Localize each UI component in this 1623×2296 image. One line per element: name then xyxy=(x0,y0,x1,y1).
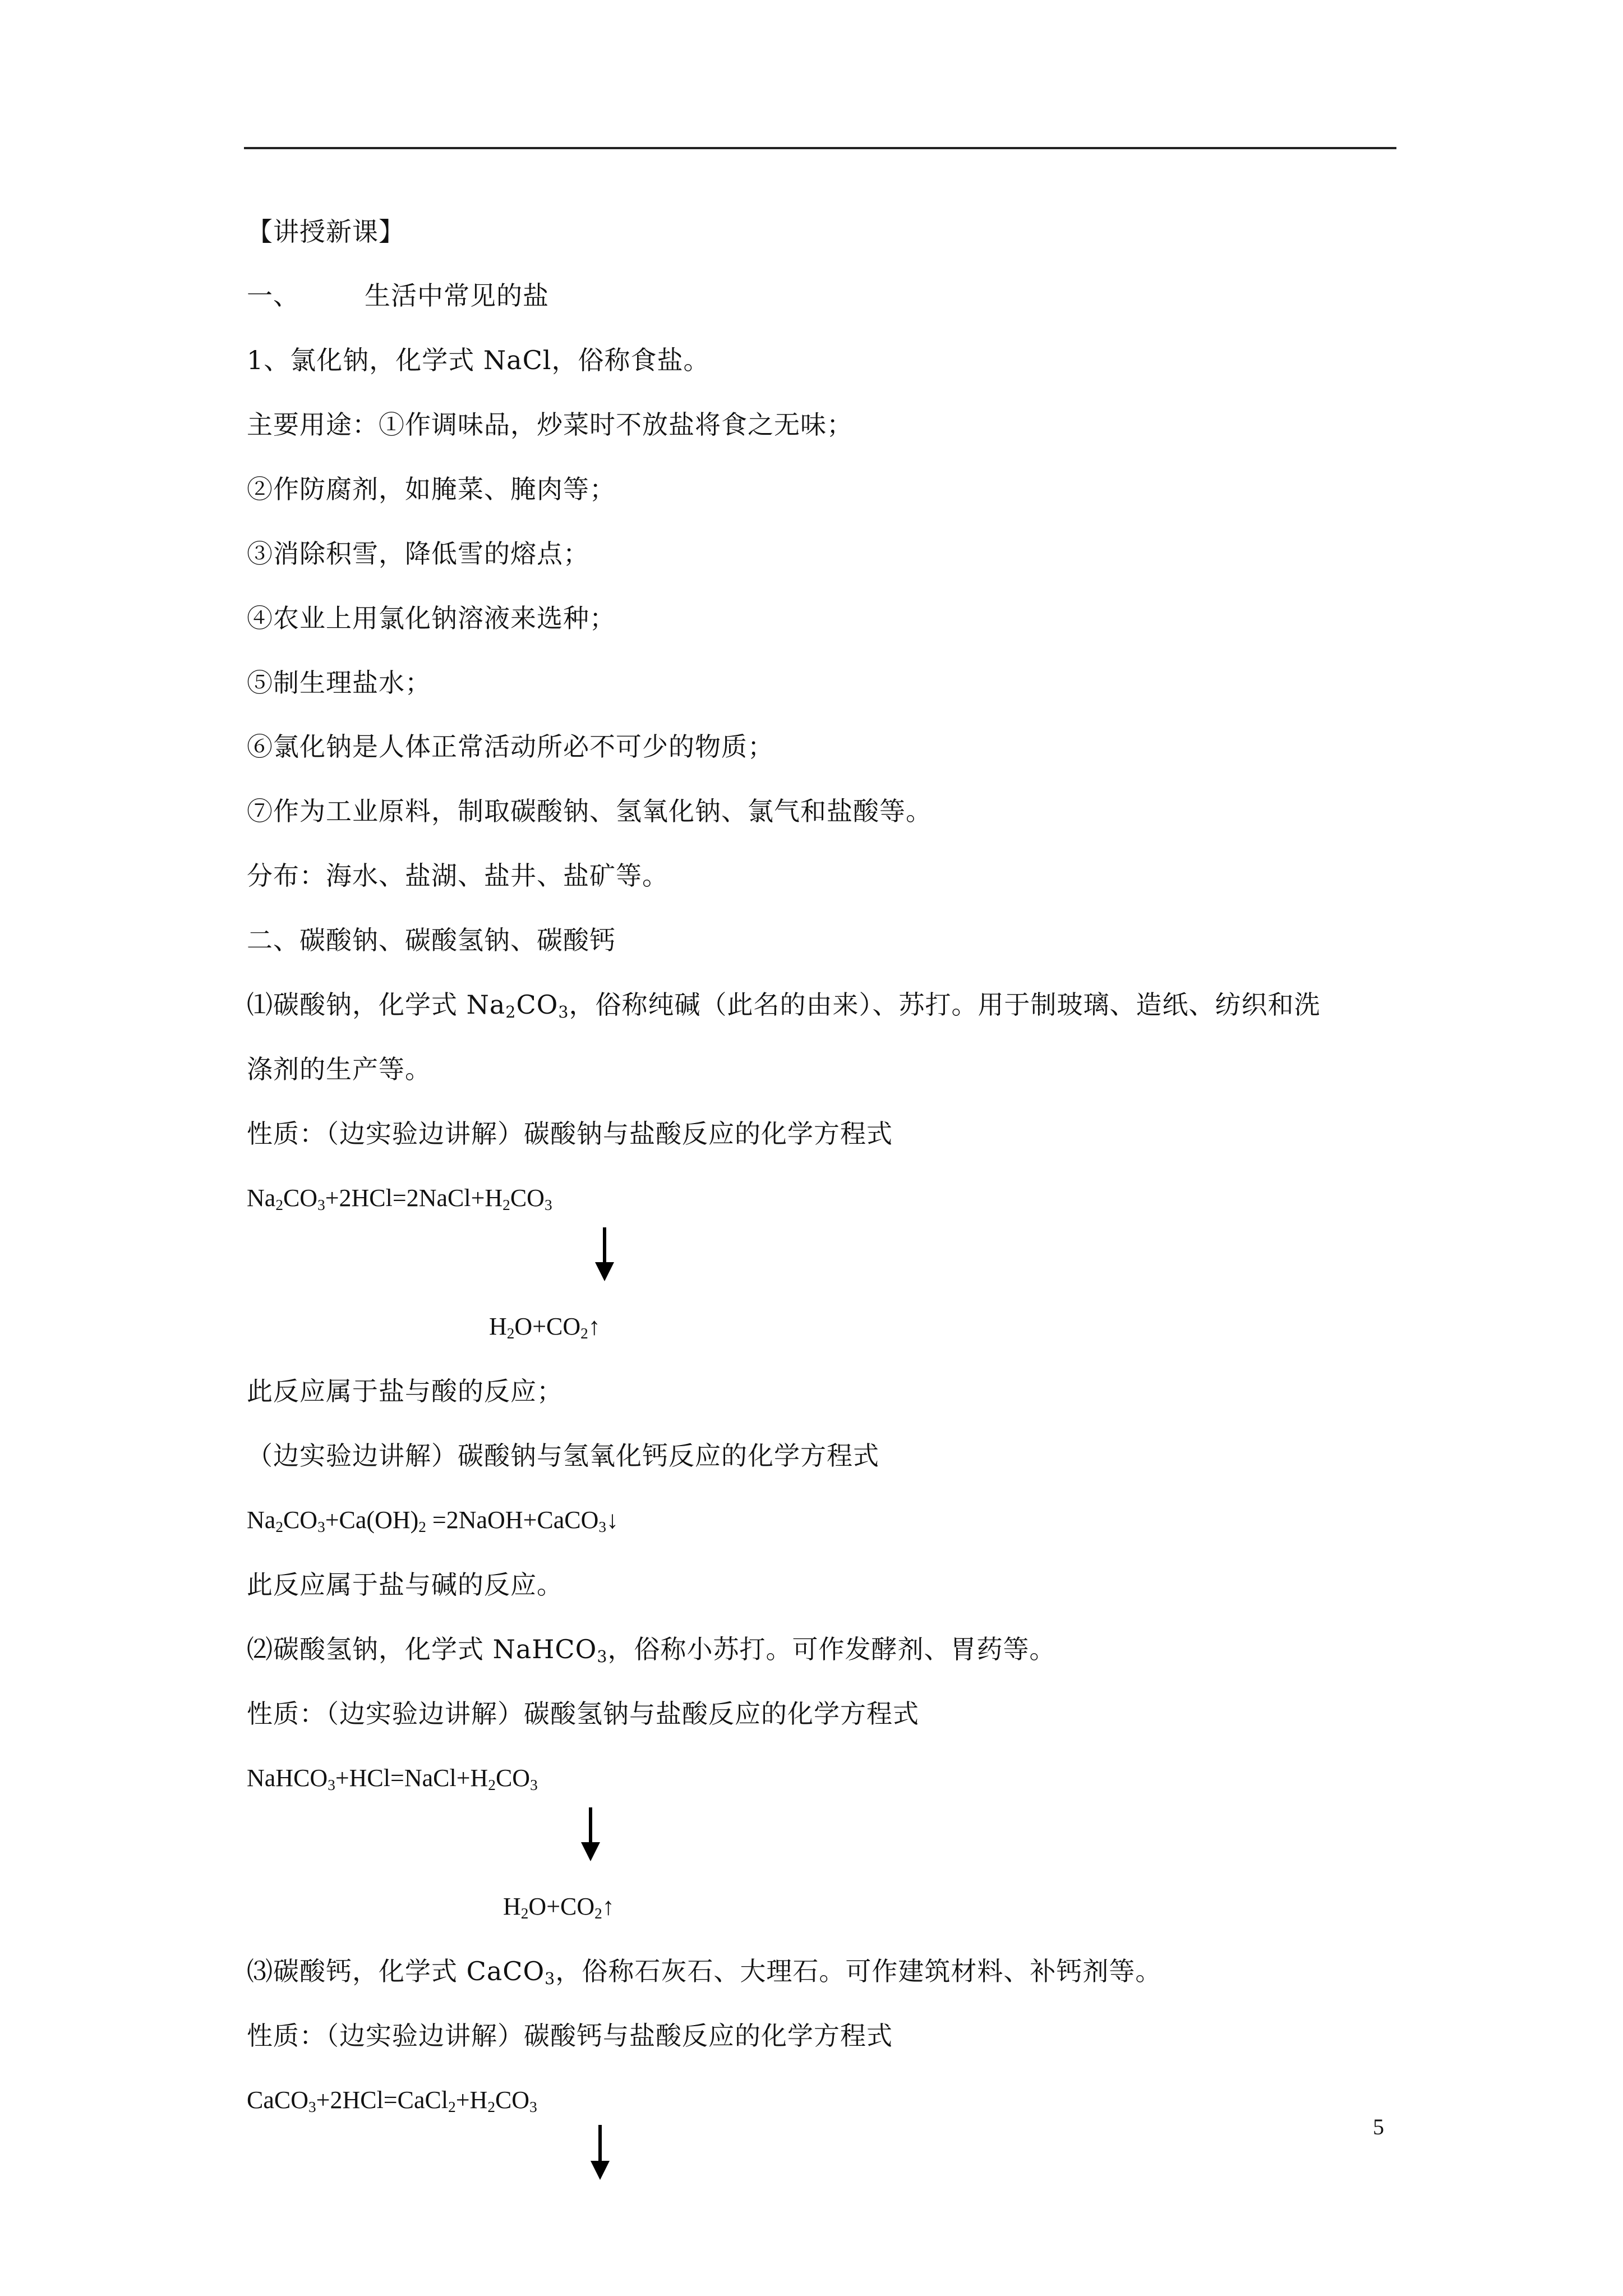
subheading: 二、碳酸钠、碳酸氢钠、碳酸钙 xyxy=(247,925,616,955)
down-arrow-icon xyxy=(603,1227,606,1266)
text-line: 性质：（边实验边讲解）碳酸氢钠与盐酸反应的化学方程式 xyxy=(247,1699,919,1729)
text-line: 涤剂的生产等。 xyxy=(247,1054,431,1084)
equation-product: $H_2O+CO_2↑$ xyxy=(489,1313,601,1342)
page-number: 5 xyxy=(1373,2114,1384,2139)
text-line: 1、氯化钠，化学式 NaCl，俗称食盐。 xyxy=(247,345,710,375)
text-line: ⑴碳酸钠，化学式 $Na_2CO_3$，俗称纯碱（此名的由来）、苏打。用于制玻璃、造纸、纺织和洗 xyxy=(247,990,1321,1022)
subheading-title: 生活中常见的盐 xyxy=(365,280,549,311)
down-arrow-icon xyxy=(589,1807,592,1846)
text-line: 性质：（边实验边讲解）碳酸钠与盐酸反应的化学方程式 xyxy=(247,1119,893,1149)
equation-product: $H_2O+CO_2↑$ xyxy=(503,1893,615,1922)
text-line: ⑶碳酸钙，化学式 CaCO$_3$，俗称石灰石、大理石。可作建筑材料、补钙剂等。 xyxy=(247,1956,1162,1989)
text-line: 此反应属于盐与碱的反应。 xyxy=(247,1570,563,1600)
equation: $Na_2CO_3+2HCl=2NaCl+H_2CO_3$ xyxy=(247,1184,552,1213)
equation: $CaCO_3+2HCl=CaCl_2+H_2CO_3$ xyxy=(247,2086,537,2115)
text-line: （边实验边讲解）碳酸钠与氢氧化钙反应的化学方程式 xyxy=(247,1441,879,1471)
text-line: ⑵碳酸氢钠，化学式 NaHCO$_3$，俗称小苏打。可作发酵剂、胃药等。 xyxy=(247,1634,1056,1667)
text-line: ②作防腐剂，如腌菜、腌肉等； xyxy=(247,474,616,504)
text-line: 分布：海水、盐湖、盐井、盐矿等。 xyxy=(247,861,668,891)
equation: $NaHCO_3+HCl=NaCl+H_2CO_3$ xyxy=(247,1764,538,1793)
text-line: ⑦作为工业原料，制取碳酸钠、氢氧化钠、氯气和盐酸等。 xyxy=(247,796,932,826)
text-line: ④农业上用氯化钠溶液来选种； xyxy=(247,603,616,633)
section-heading: 【讲授新课】 xyxy=(247,217,405,247)
down-arrow-icon xyxy=(598,2125,602,2164)
text-line: 此反应属于盐与酸的反应； xyxy=(247,1376,563,1406)
subheading-number: 一、 xyxy=(247,280,299,311)
text-line: 主要用途：①作调味品，炒菜时不放盐将食之无味； xyxy=(247,409,853,440)
text-line: ⑥氯化钠是人体正常活动所必不可少的物质； xyxy=(247,731,774,762)
text-line: 性质：（边实验边讲解）碳酸钙与盐酸反应的化学方程式 xyxy=(247,2021,893,2051)
header-rule xyxy=(244,147,1396,149)
equation: $Na_2CO_3+Ca(OH)_2$ =2NaOH+CaCO$_3$↓ xyxy=(247,1506,619,1535)
text-line: ⑤制生理盐水； xyxy=(247,668,431,698)
text-line: ③消除积雪，降低雪的熔点； xyxy=(247,539,589,569)
